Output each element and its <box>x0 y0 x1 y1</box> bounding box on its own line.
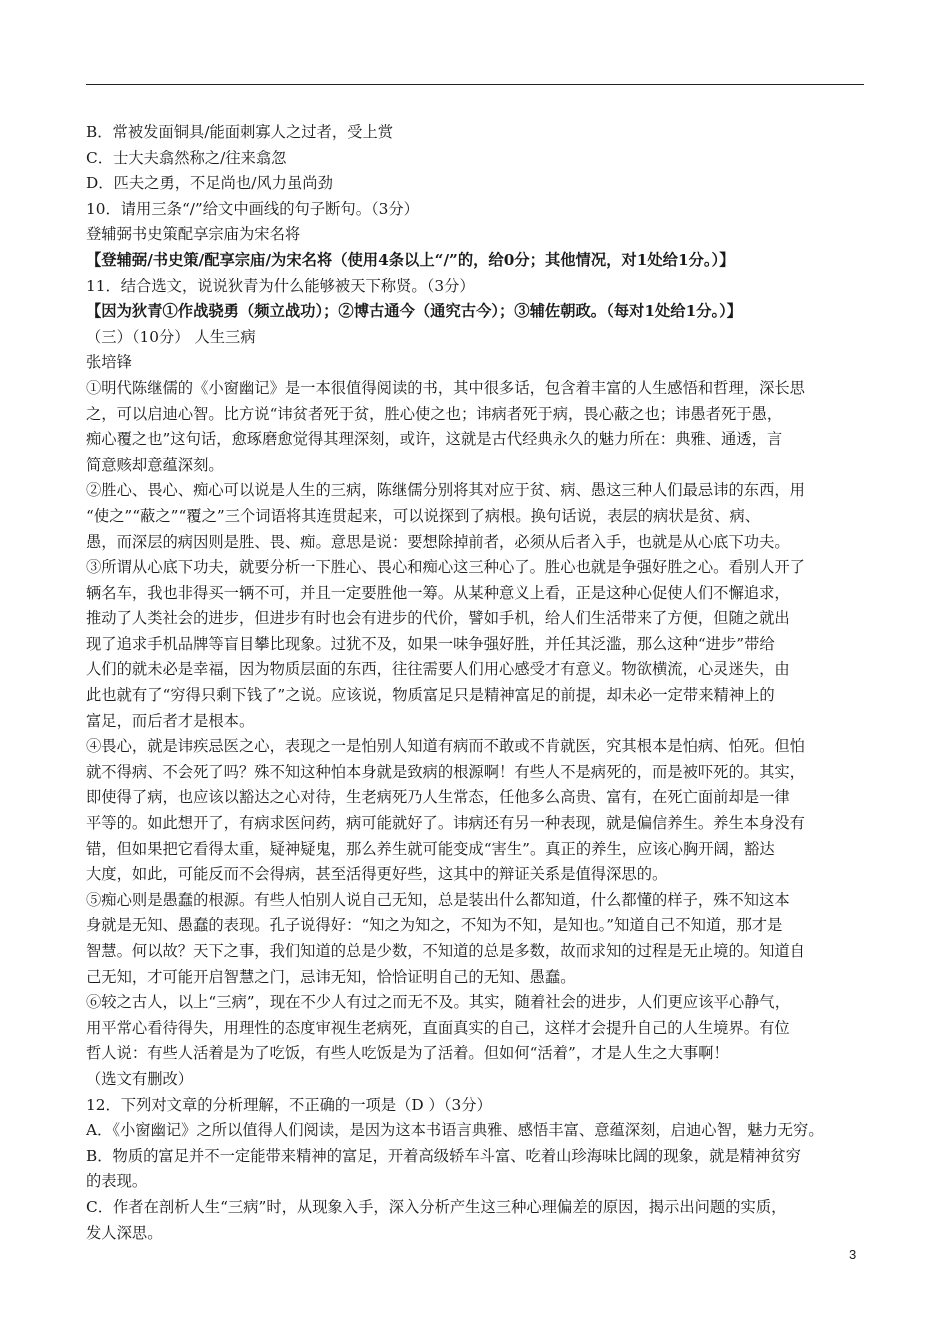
text-line: 发人深思。 <box>86 1223 163 1242</box>
header-rule <box>86 84 864 85</box>
text-line: 错，但如果把它看得太重，疑神疑鬼，那么养生就可能变成“害生”。真正的养生，应该心胸开阔，豁达 <box>86 839 775 858</box>
source-note: （选文有删改） <box>86 1069 194 1088</box>
text-line: 用平常心看待得失，用理性的态度审视生老病死，直面真实的自己，这样才会提升自己的人生境界。有位 <box>86 1018 790 1037</box>
text-line: 辆名车，我也非得买一辆不可，并且一定要胜他一筹。从某种意义上看，正是这种心促使人们不懈追求， <box>86 583 790 602</box>
question-11: 11．结合选文，说说狄青为什么能够被天下称贤。（3分） <box>86 276 475 295</box>
text-line: 富足，而后者才是根本。 <box>86 711 255 730</box>
text-line: 现了追求手机品牌等盲目攀比现象。过犹不及，如果一味争强好胜，并任其泛滥，那么这种“进步”带给 <box>86 634 775 653</box>
text-line: D．匹夫之勇，不足尚也/风力虽尚劲 <box>86 174 333 193</box>
answer-10: 【登辅弼/书史策/配享宗庙/为宋名将（使用4条以上“/”的，给0分；其他情况，对1处给1分。）】 <box>86 250 735 269</box>
text-line: 大度，如此，可能反而不会得病，甚至活得更好些，这其中的辩证关系是值得深思的。 <box>86 865 668 884</box>
section-title: （三）（10分） 人生三病 <box>86 327 256 346</box>
document-body <box>86 120 866 1246</box>
text-line: 就不得病、不会死了吗？殊不知这种怕本身就是致病的根源啊！有些人不是病死的，而是被吓死的。其实， <box>86 762 805 781</box>
text-line: 推动了人类社会的进步，但进步有时也会有进步的代价，譬如手机，给人们生活带来了方便，但随之就出 <box>86 609 790 628</box>
text-line: 人们的就未必是幸福，因为物质层面的东西，往往需要人们用心感受才有意义。物欲横流，心灵迷失，由 <box>86 660 790 679</box>
text-line: 痴心覆之也”这句话，愈琢磨愈觉得其理深刻，或许，这就是古代经典永久的魅力所在：典雅、通透，言 <box>86 430 783 449</box>
text-line: 此也就有了“穷得只剩下钱了”之说。应该说，物质富足只是精神富足的前提，却未必一定带来精神上的 <box>86 686 775 705</box>
text-line: ④畏心，就是讳疾忌医之心，表现之一是怕别人知道有病而不敢或不肯就医，究其根本是怕病、怕死。但怕 <box>86 737 805 756</box>
text-line: ②胜心、畏心、痴心可以说是人生的三病，陈继儒分别将其对应于贫、病、愚这三种人们最忌讳的东西，用 <box>86 481 805 500</box>
text-line: 平等的。如此想开了，有病求医问药，病可能就好了。讳病还有另一种表现，就是偏信养生。养生本身没有 <box>86 814 805 833</box>
text-line: 身就是无知、愚蠢的表现。孔子说得好：“知之为知之，不知为不知，是知也。”知道自己不知道，那才是 <box>86 916 783 935</box>
text-line: B．常被发面铜具/能面刺寡人之过者，受上赏 <box>86 123 394 141</box>
option-b: B．物质的富足并不一定能带来精神的富足，开着高级轿车斗富、吃着山珍海味比阔的现象，就是精神贫穷 <box>86 1146 801 1165</box>
option-c: C．作者在剖析人生“三病”时，从现象入手，深入分析产生这三种心理偏差的原因，揭示出问题的实质， <box>86 1197 787 1216</box>
text-line: 愚，而深层的病因则是胜、畏、痴。意思是说：要想除掉前者，必须从后者入手，也就是从心底下功夫。 <box>86 532 790 551</box>
text-line: 登辅弼书史策配享宗庙为宋名将 <box>86 225 301 244</box>
text-line: 的表现。 <box>86 1172 148 1191</box>
text-line: ①明代陈继儒的《小窗幽记》是一本很值得阅读的书，其中很多话，包含着丰富的人生感悟和哲理，深长思 <box>86 378 805 397</box>
text-line: 即使得了病，也应该以豁达之心对待，生老病死乃人生常态，任他多么高贵、富有，在死亡面前却是一律 <box>86 788 790 807</box>
question-10: 10．请用三条“/”给文中画线的句子断句。（3分） <box>86 199 419 218</box>
text-line: 哲人说：有些人活着是为了吃饭，有些人吃饭是为了活着。但如何“活着”，才是人生之大事啊！ <box>86 1044 729 1063</box>
text-line: 简意赅却意蕴深刻。 <box>86 455 224 474</box>
text-line: 智慧。何以故？天下之事，我们知道的总是少数，不知道的总是多数，故而求知的过程是无止境的。知道自 <box>86 942 805 960</box>
text-line: ⑤痴心则是愚蠢的根源。有些人怕别人说自己无知，总是装出什么都知道，什么都懂的样子，殊不知这本 <box>86 890 790 909</box>
answer-11: 【因为狄青①作战骁勇（频立战功）；②博古通今（通究古今）；③辅佐朝政。（每对1处给1分。）】 <box>86 302 743 321</box>
text-line: C．士大夫翕然称之/往来翕忽 <box>86 148 287 167</box>
text-line: 己无知，才可能开启智慧之门，忌讳无知，恰恰证明自己的无知、愚蠢。 <box>86 967 576 986</box>
text-line: ③所谓从心底下功夫，就要分析一下胜心、畏心和痴心这三种心了。胜心也就是争强好胜之心。看别人开了 <box>86 558 805 577</box>
question-12: 12．下列对文章的分析理解，不正确的一项是（D ）（3分） <box>86 1095 492 1114</box>
text-line: 之，可以启迪心智。比方说“讳贫者死于贫，胜心使之也；讳病者死于病，畏心蔽之也；讳愚者死于愚， <box>86 404 783 423</box>
page-number: 3 <box>849 1247 857 1262</box>
text-line: “使之”“蔽之”“覆之”三个词语将其连贯起来，可以说探到了病根。换句话说，表层的病状是贫、病、 <box>86 506 761 525</box>
author: 张培锋 <box>86 353 132 372</box>
option-a: A．《小窗幽记》之所以值得人们阅读，是因为这本书语言典雅、感悟丰富、意蕴深刻，启迪心智，魅力无穷。 <box>86 1121 824 1140</box>
text-line: ⑥较之古人，以上“三病”，现在不少人有过之而无不及。其实，随着社会的进步，人们更应该平心静气， <box>86 993 791 1012</box>
